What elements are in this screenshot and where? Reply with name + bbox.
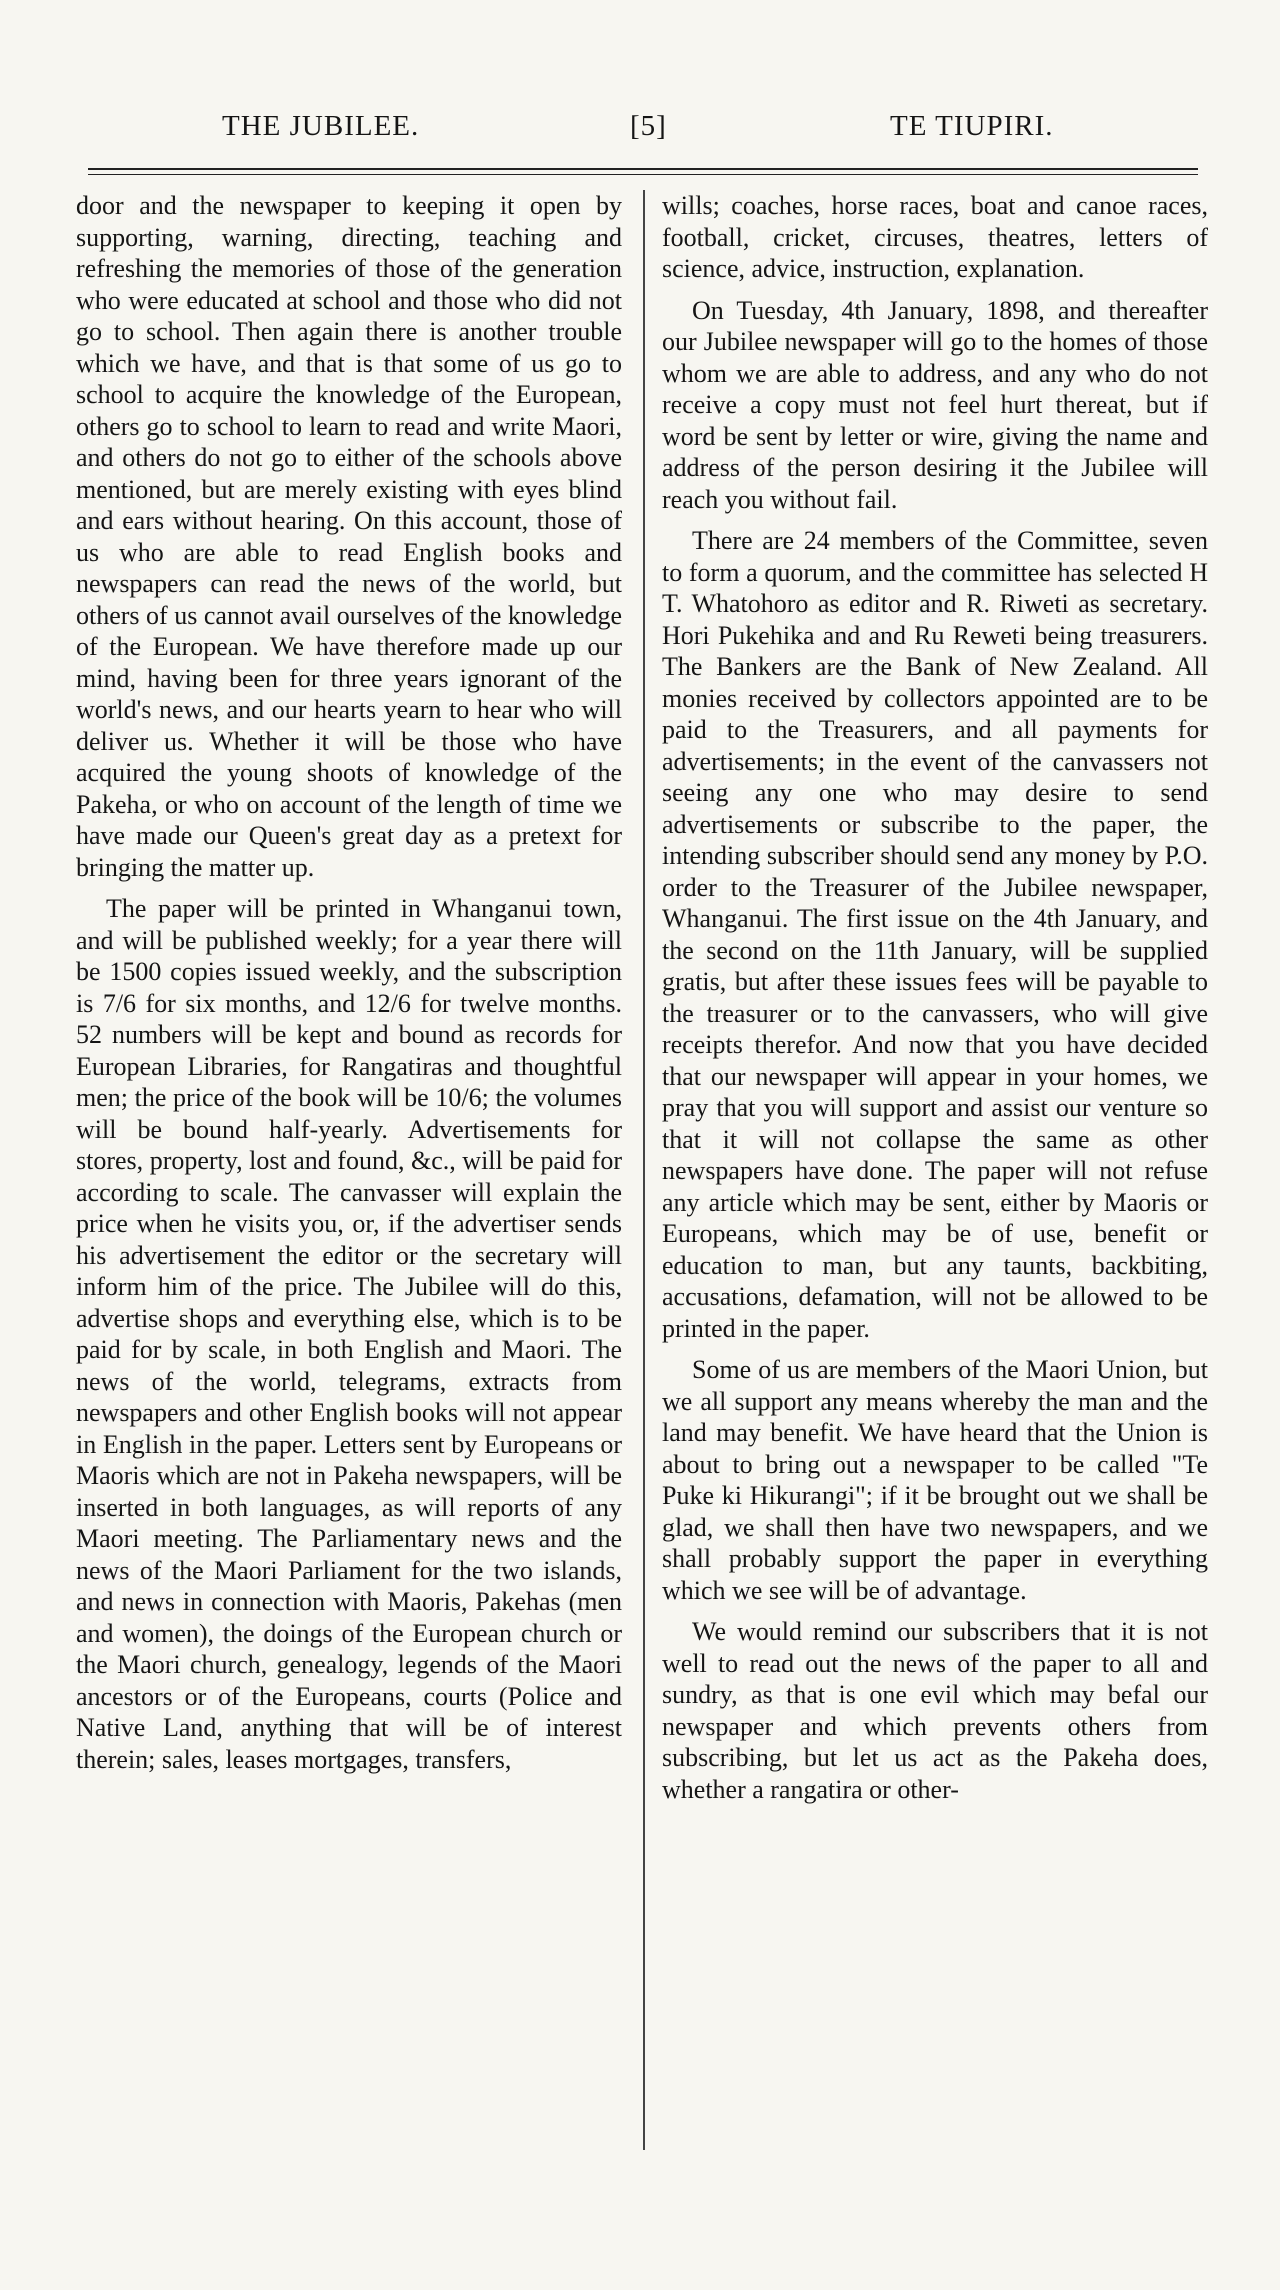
right-paragraph-3: There are 24 members of the Committee, seven to form a quorum, and the committee has selected H T. Whatohoro as editor and R. Riweti as secretary. Hori Pukehika and and Ru Reweti being treasurers. The Bankers are the Bank of New Zealand. All monies received by collectors appointed are to be paid to the Treasurers, and all payments for advertisements; in the event of the canvassers not seeing any one who may desire to send advertisements or subscribe to the paper, the intending subscriber should send any money by P.O. order to the Treasurer of the Jubilee newspaper, Whanganui. The first issue on the 4th January, and the second on the 11th January, will be supplied gratis, but after these issues fees will be payable to the treasurer or to the canvassers, who will give receipts therefor. And now that you have decided that our newspaper will appear in your homes, we pray that you will support and assist our venture so that it will not collapse the same as other newspapers have done. The paper will not refuse any article which may be sent, either by Maoris or Europeans, which may be of use, benefit or education to man, but any taunts, backbiting, accusations, defamation, will not be allowed to be printed in the paper.: [662, 526, 1208, 1343]
right-paragraph-5: We would remind our subscribers that it is not well to read out the news of the paper to all and sundry, as that is one evil which may befal our newspaper and which prevents others from subscribing, but let us act as the Pakeha does, whether a rangatira or other-: [662, 1617, 1208, 1804]
column-divider: [643, 190, 645, 2150]
header-rule-thin: [88, 174, 1198, 175]
left-paragraph-2: The paper will be printed in Whanganui town, and will be published weekly; for a year there will be 1500 copies issued weekly, and the subscription is 7/6 for six months, and 12/6 for twelve months. 52 numbers will be kept and bound as records for European Libraries, for Rangatiras and thoughtful men; the price of the book will be 10/6; the volumes will be bound half-yearly. Advertisements for stores, property, lost and found, &c., will be paid for according to scale. The canvasser will explain the price when he visits you, or, if the advertiser sends his advertisement the editor or the secretary will inform him of the price. The Jubilee will do this, advertise shops and everything else, which is to be paid for by scale, in both English and Maori. The news of the world, telegrams, extracts from newspapers and other English books will not appear in English in the paper. Letters sent by Europeans or Maoris which are not in Pakeha newspapers, will be inserted in both languages, as will reports of any Maori meeting. The Parliamentary news and the news of the Maori Parliament for the two islands, and news in connection with Maoris, Pakehas (men and women), the doings of the European church or the Maori church, genealogy, legends of the Maori ancestors or of the Europeans, courts (Police and Native Land, anything that will be of interest therein; sales, leases mortgages, transfers,: [76, 894, 622, 1774]
masthead-maori-title: TE TIUPIRI.: [890, 110, 1054, 142]
page-number: [5]: [630, 110, 667, 142]
masthead-english-title: THE JUBILEE.: [222, 110, 420, 142]
right-paragraph-1: wills; coaches, horse races, boat and canoe races, football, cricket, circuses, theatres, letters of science, advice, instruction, explanation.: [662, 191, 1208, 283]
left-column: [76, 190, 622, 2150]
left-paragraph-1: door and the newspaper to keeping it open by supporting, warning, directing, teaching and refreshing the memories of those of the generation who were educated at school and those who did not go to school. Then again there is another trouble which we have, and that is that some of us go to school to acquire the knowledge of the European, others go to school to learn to read and write Maori, and others do not go to either of the schools above mentioned, but are merely existing with eyes blind and ears without hearing. On this account, those of us who are able to read English books and newspapers can read the news of the world, but others of us cannot avail ourselves of the knowledge of the European. We have therefore made up our mind, having been for three years ignorant of the world's news, and our hearts yearn to hear who will deliver us. Whether it will be those who have acquired the young shoots of knowledge of the Pakeha, or who on account of the length of time we have made our Queen's great day as a pretext for bringing the matter up.: [76, 191, 622, 882]
header-rule: [88, 168, 1198, 170]
right-paragraph-2: On Tuesday, 4th January, 1898, and thereafter our Jubilee newspaper will go to the homes of those whom we are able to address, and any who do not receive a copy must not feel hurt thereat, but if word be sent by letter or wire, giving the name and address of the person desiring it the Jubilee will reach you without fail.: [662, 295, 1208, 514]
right-column: [662, 190, 1208, 2150]
right-paragraph-4: Some of us are members of the Maori Union, but we all support any means whereby the man and the land may benefit. We have heard that the Union is about to bring out a newspaper to be called "Te Puke ki Hikurangi"; if it be brought out we shall be glad, we shall then have two newspapers, and we shall probably support the paper in everything which we see will be of advantage.: [662, 1355, 1208, 1605]
